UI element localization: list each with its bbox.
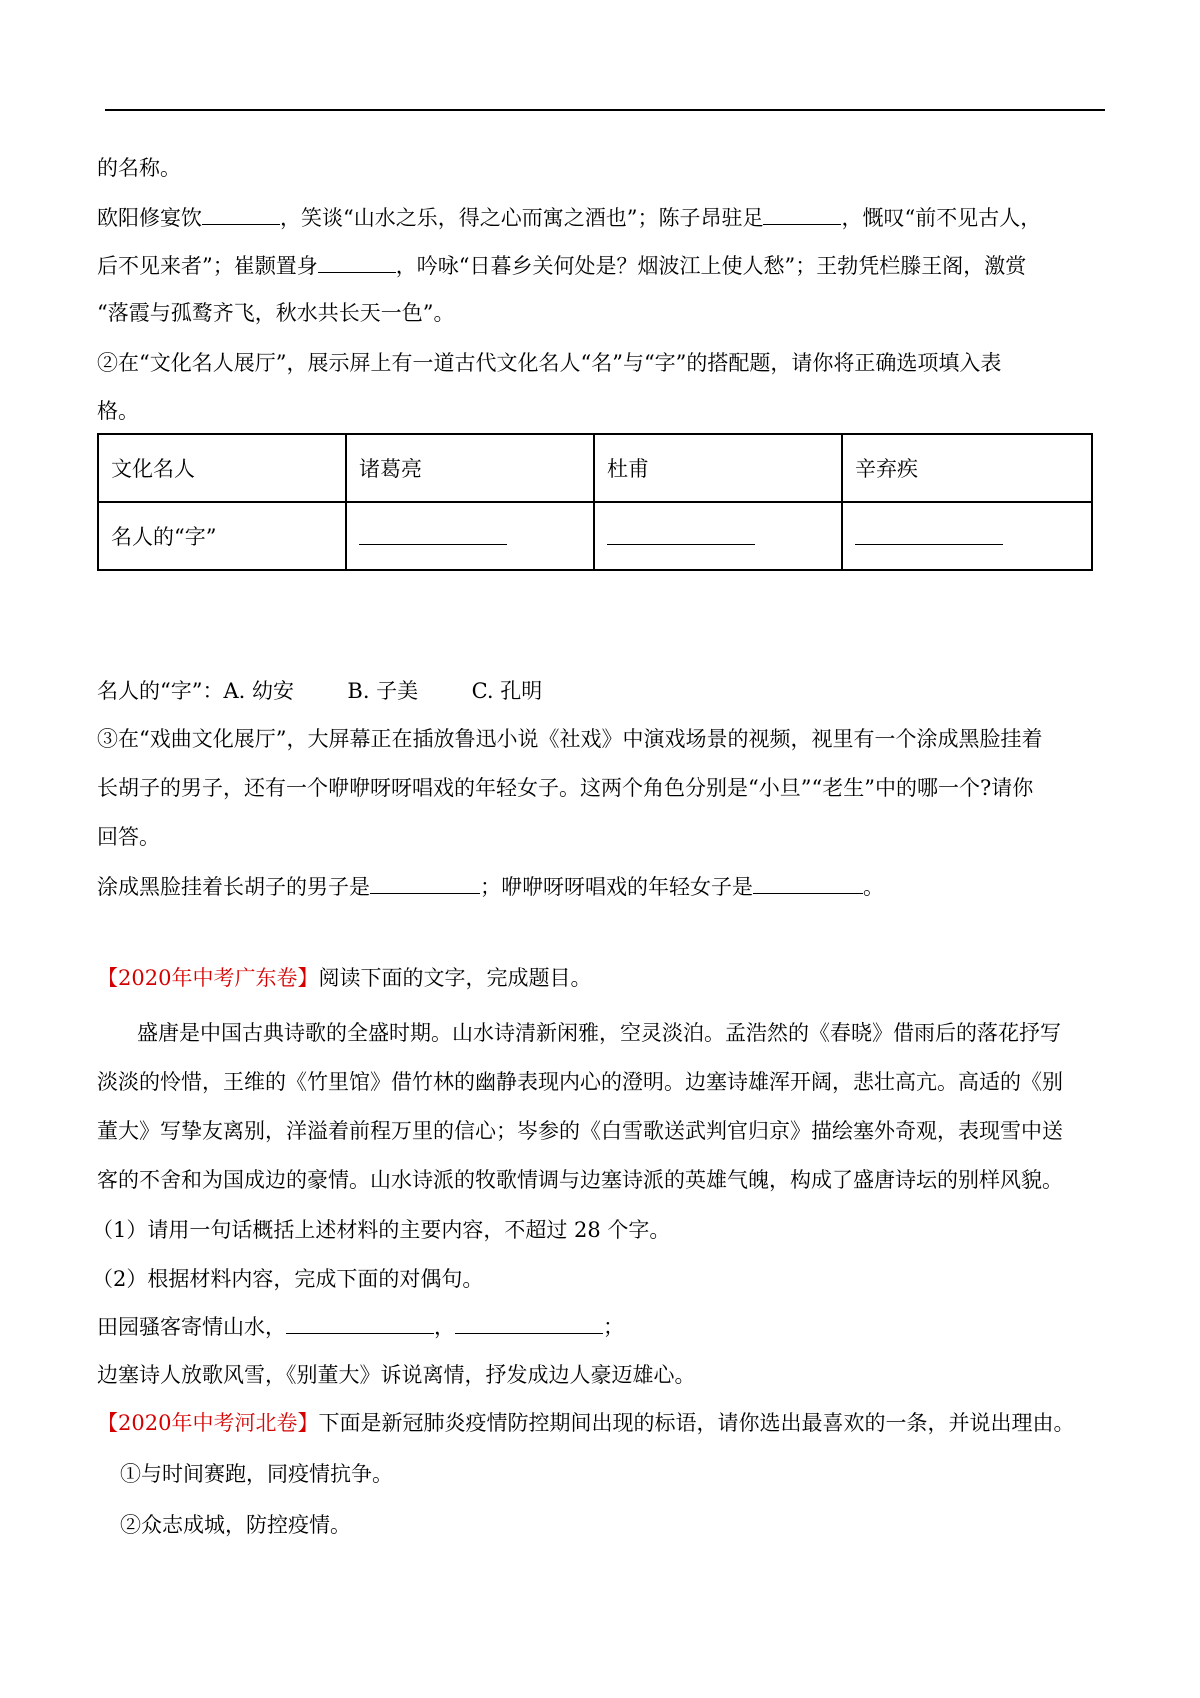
answer-blank[interactable] xyxy=(855,522,1003,545)
answer-blank[interactable] xyxy=(202,202,280,225)
table-cell: 名人的“字” xyxy=(98,502,346,570)
text-line: 客的不舍和为国成边的豪情。山水诗派的牧歌情调与边塞诗派的英雄气魄，构成了盛唐诗坛的别样风貌。 xyxy=(97,1168,1063,1192)
text-line: （2）根据材料内容，完成下面的对偶句。 xyxy=(92,1267,484,1291)
text-line: ②在“文化名人展厅”，展示屏上有一道古代文化名人“名”与“字”的搭配题，请你将正确选项填入表 xyxy=(97,351,1002,375)
text-line: 回答。 xyxy=(97,825,160,849)
table-cell: 诸葛亮 xyxy=(346,434,594,502)
section-heading: 【2020年中考广东卷】阅读下面的文字，完成题目。 xyxy=(97,966,592,990)
exam-source-tag: 【2020年中考广东卷】 xyxy=(97,966,319,990)
text-line: 盛唐是中国古典诗歌的全盛时期。山水诗清新闲雅，空灵淡泊。孟浩然的《春晓》借雨后的落花抒写 xyxy=(137,1021,1061,1045)
table-cell: 杜甫 xyxy=(594,434,842,502)
answer-blank[interactable] xyxy=(370,871,480,894)
list-item: ②众志成城，防控疫情。 xyxy=(120,1513,351,1537)
text-line: 田园骚客寄情山水， ， ； xyxy=(97,1311,624,1342)
answer-blank[interactable] xyxy=(455,1311,603,1334)
text-line: 格。 xyxy=(97,399,139,423)
table-row xyxy=(98,434,1092,502)
text-line: 的名称。 xyxy=(97,156,181,180)
table-row xyxy=(98,502,1092,570)
table-cell: 辛弃疾 xyxy=(842,434,1092,502)
exam-source-tag: 【2020年中考河北卷】 xyxy=(97,1411,319,1435)
answer-blank[interactable] xyxy=(286,1311,434,1334)
answer-blank[interactable] xyxy=(607,522,755,545)
text-line: ③在“戏曲文化展厅”，大屏幕正在插放鲁迅小说《社戏》中演戏场景的视频，视里有一个涂成黑脸挂着 xyxy=(97,727,1043,751)
table-cell xyxy=(842,502,1092,570)
text-line: 后不见来者”；崔颢置身 ，吟咏“日暮乡关何处是？烟波江上使人愁”；王勃凭栏滕王阁，激赏 xyxy=(97,250,1026,281)
answer-blank[interactable] xyxy=(763,202,841,225)
options-line: 名人的“字”：A. 幼安 B. 子美 C. 孔明 xyxy=(97,679,543,703)
text-line: （1）请用一句话概括上述材料的主要内容，不超过 28 个字。 xyxy=(92,1218,671,1242)
table-cell xyxy=(594,502,842,570)
text-line: 欧阳修宴饮 ，笑谈“山水之乐，得之心而寓之酒也”；陈子昂驻足 ，慨叹“前不见古人， xyxy=(97,202,1041,233)
text-line: 边塞诗人放歌风雪，《别董大》诉说离情，抒发成边人豪迈雄心。 xyxy=(97,1363,696,1387)
answer-blank[interactable] xyxy=(753,871,863,894)
answer-blank[interactable] xyxy=(359,522,507,545)
name-style-table xyxy=(97,433,1093,571)
table-cell xyxy=(346,502,594,570)
header-rule xyxy=(105,109,1105,111)
list-item: ①与时间赛跑，同疫情抗争。 xyxy=(120,1462,393,1486)
text-line: “落霞与孤鹜齐飞，秋水共长天一色”。 xyxy=(97,301,455,325)
text-line: 董大》写挚友离别，洋溢着前程万里的信心；岑参的《白雪歌送武判官归京》描绘塞外奇观，表现雪中送 xyxy=(97,1119,1063,1143)
table-cell: 文化名人 xyxy=(98,434,346,502)
section-heading: 【2020年中考河北卷】下面是新冠肺炎疫情防控期间出现的标语，请你选出最喜欢的一条，并说出理由。 xyxy=(97,1411,1075,1435)
text-line: 长胡子的男子，还有一个咿咿呀呀唱戏的年轻女子。这两个角色分别是“小旦”“老生”中的哪一个?请你 xyxy=(97,776,1034,800)
text-line: 涂成黑脸挂着长胡子的男子是 ；咿咿呀呀唱戏的年轻女子是 。 xyxy=(97,871,884,902)
text-line: 淡淡的怜惜，王维的《竹里馆》借竹林的幽静表现内心的澄明。边塞诗雄浑开阔，悲壮高亢。高适的《别 xyxy=(97,1070,1063,1094)
answer-blank[interactable] xyxy=(318,250,396,273)
